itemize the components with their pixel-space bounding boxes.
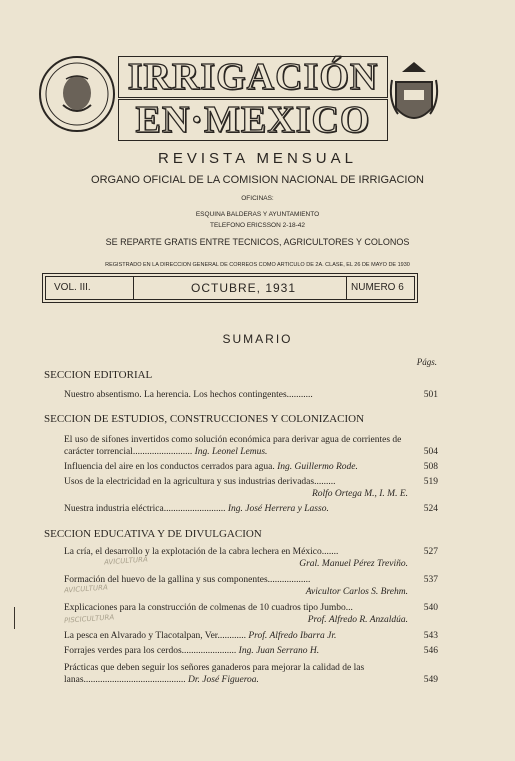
pencil-annotation: PISCICULTURA — [63, 613, 115, 625]
entry-title: Nuestro absentismo. La herencia. Los hechos contingentes........... — [64, 390, 313, 400]
issue-info-box — [45, 276, 415, 300]
toc-entry — [64, 434, 438, 458]
entry-author: Rolfo Ortega M., I. M. E. — [311, 489, 408, 499]
entry-page: 504 — [423, 447, 438, 457]
pencil-annotation: AVICULTURA — [103, 555, 149, 567]
entry-author: Ing. Leonel Lemus. — [194, 447, 268, 457]
section-title: SECCION EDITORIAL — [44, 369, 153, 381]
margin-mark — [14, 607, 15, 629]
volume-label: VOL. III. — [54, 282, 91, 293]
entry-author: Gral. Manuel Pérez Treviño. — [299, 559, 408, 569]
entry-author: Ing. Juan Serrano H. — [238, 646, 320, 656]
section-title: SECCION DE ESTUDIOS, CONSTRUCCIONES Y COLONIZACION — [44, 413, 365, 425]
entry-page: 508 — [423, 462, 438, 472]
mexican-coat-of-arms-seal — [38, 55, 116, 133]
entry-page: 537 — [423, 575, 438, 585]
entry-page: 519 — [423, 477, 438, 487]
toc-entry — [64, 574, 438, 598]
entry-title: El uso de sifones invertidos como solución económica para derivar agua de corrientes de carácter torrencial......................... — [64, 435, 402, 457]
entry-author: Prof. Alfredo Ibarra Jr. — [248, 631, 337, 641]
entry-page: 543 — [423, 631, 438, 641]
pencil-annotation: AVICULTURA — [63, 583, 109, 595]
toc-entry — [64, 503, 438, 515]
masthead-line-1: IRRIGACIÓN — [118, 56, 388, 98]
entry-author: Avicultor Carlos S. Brehm. — [305, 587, 408, 597]
entry-page: 540 — [423, 603, 438, 613]
entry-author: Ing. José Herrera y Lasso. — [227, 504, 329, 514]
entry-title: Influencia del aire en los conductos cerrados para agua. — [64, 462, 275, 472]
toc-entry — [64, 602, 438, 626]
entry-author: Prof. Alfredo R. Anzaldúa. — [307, 615, 408, 625]
revista-mensual-subtitle: REVISTA MENSUAL — [158, 150, 357, 167]
oficinas-label: OFICINAS: — [241, 195, 274, 202]
entry-title: Forrajes verdes para los cerdos....................... — [64, 646, 237, 656]
toc-entry — [64, 461, 438, 473]
entry-author: Dr. José Figueroa. — [188, 675, 259, 685]
entry-author: Ing. Guillermo Rode. — [277, 462, 358, 472]
emblem-shield — [388, 60, 440, 130]
entry-title: Formación del huevo de la gallina y sus componentes.................. — [64, 575, 311, 585]
section-title: SECCION EDUCATIVA Y DE DIVULGACION — [44, 528, 262, 540]
toc-entry — [64, 662, 438, 686]
entry-title: Prácticas que deben seguir los señores ganaderos para mejorar la calidad de las lanas........................................... — [64, 663, 365, 685]
toc-entry — [64, 630, 438, 642]
entry-title: La pesca en Alvarado y Tlacotalpan, Ver............ — [64, 631, 246, 641]
toc-entry — [64, 645, 438, 657]
masthead-line-2: EN·MEXICO — [118, 99, 388, 141]
entry-page: 527 — [423, 547, 438, 557]
entry-title: Nuestra industria eléctrica.......................... — [64, 504, 226, 514]
toc-entry — [64, 476, 438, 500]
entry-title: Usos de la electricidad en la agricultura y sus industrias derivadas......... — [64, 477, 336, 487]
address-line: ESQUINA BALDERAS Y AYUNTAMIENTO — [195, 211, 320, 218]
toc-entry — [64, 389, 438, 401]
entry-page: 524 — [423, 504, 438, 514]
telephone-line: TELEFONO ERICSSON 2-18-42 — [210, 222, 305, 229]
entry-page: 549 — [423, 675, 438, 685]
sumario-heading: SUMARIO — [222, 332, 293, 346]
organo-oficial-line: ORGANO OFICIAL DE LA COMISION NACIONAL DE IRRIGACION — [91, 174, 424, 186]
issue-date: OCTUBRE, 1931 — [191, 281, 297, 295]
entry-title: La cría, el desarrollo y la explotación de la cabra lechera en México....... — [64, 547, 339, 557]
masthead-title — [118, 55, 388, 142]
distribution-note: SE REPARTE GRATIS ENTRE TECNICOS, AGRICULTORES Y COLONOS — [105, 237, 410, 247]
issue-number: NUMERO 6 — [351, 282, 404, 293]
entry-page: 501 — [423, 390, 438, 400]
pages-column-label: Págs. — [416, 357, 437, 367]
registration-note: REGISTRADO EN LA DIRECCION GENERAL DE CORREOS COMO ARTICULO DE 2A. CLASE, EL 26 DE MAYO DE 1930 — [105, 262, 410, 268]
entry-page: 546 — [423, 646, 438, 656]
entry-title: Explicaciones para la construcción de colmenas de 10 cuadros tipo Jumbo... — [64, 603, 353, 613]
